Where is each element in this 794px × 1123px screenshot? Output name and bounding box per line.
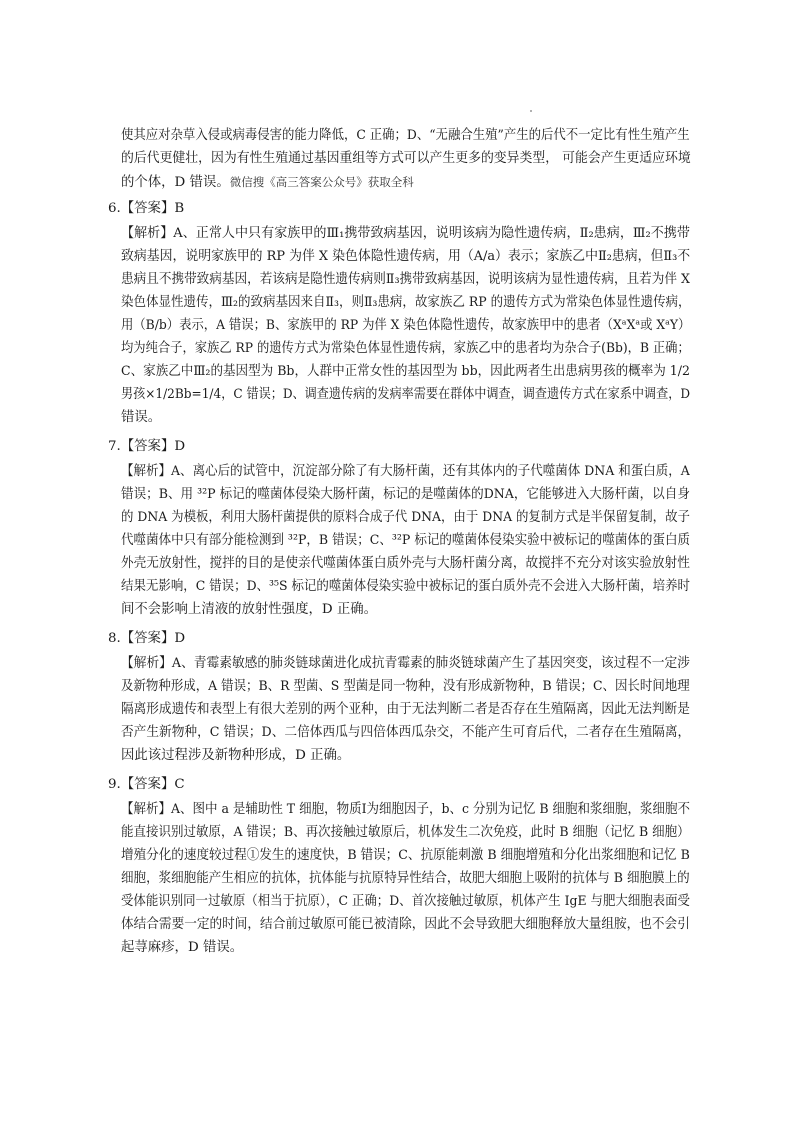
q9-line-7: 起荨麻疹，D 错误。 [121, 940, 244, 955]
q7-line-7: 间不会影响上清液的放射性强度，D 正确。 [121, 602, 378, 617]
q8-line-4: 否产生新物种，C 错误；D、二倍体西瓜与四倍体西瓜杂交，不能产生可育后代，二者存在生殖隔离， [121, 725, 691, 740]
source-note: 微信搜《高三答案公众号》获取全科 [229, 175, 414, 189]
q9-line-1: 【解析】A、图中 a 是辅助性 T 细胞，物质Ⅰ为细胞因子，b、c 分别为记忆 B 细胞和浆细胞，浆细胞不 [121, 802, 690, 817]
q7-line-2: 错误；B、用 ³²P 标记的噬菌体侵染大肠杆菌，标记的是噬菌体的DNA，它能够进入大肠杆菌，以自身 [121, 487, 690, 502]
q7-line-5: 外壳无放射性，搅拌的目的是使亲代噬菌体蛋白质外壳与大肠杆菌分离，故搅拌不充分对该实验放射性 [121, 556, 690, 571]
intro-line-3 [121, 173, 414, 192]
q8-line-2: 及新物种形成，A 错误；B、R 型菌、S 型菌是同一物种，没有形成新物种，B 错误；C、因长时间地理 [121, 679, 690, 694]
q6-line-4: 染色体显性遗传，Ⅲ₂的致病基因来自Ⅱ₃，则Ⅱ₃患病，故家族乙 RP 的遗传方式为常染色体显性遗传病， [121, 295, 691, 310]
q6-line-7: C、家族乙中Ⅲ₂的基因型为 Bb，人群中正常女性的基因型为 bb，因此两者生出患病男孩的概率为 1/2 [121, 364, 690, 379]
scan-speck [530, 110, 532, 112]
q6-line-1: 【解析】A、正常人中只有家族甲的Ⅲ₁携带致病基因，说明该病为隐性遗传病，Ⅱ₂患病，Ⅲ₂不携带 [121, 226, 690, 241]
q8-line-1: 【解析】A、青霉素敏感的肺炎链球菌进化成抗青霉素的肺炎链球菌产生了基因突变，该过程不一定涉 [121, 656, 690, 671]
q8-line-3: 隔离形成遗传和表型上有很大差别的两个亚种，由于无法判断二者是否存在生殖隔离，因此无法判断是 [121, 702, 690, 717]
q7-line-4: 代噬菌体中只有部分能检测到 ³²P，B 错误；C、³²P 标记的噬菌体侵染实验中被标记的噬菌体的蛋白质 [121, 533, 691, 548]
q6-line-2: 致病基因，说明家族甲的 RP 为伴 X 染色体隐性遗传病，用（A/a）表示；家族乙中Ⅱ₂患病，但Ⅱ₃不 [121, 249, 691, 264]
q9-line-3: 增殖分化的速度较过程①发生的速度快，B 错误；C、抗原能刺激 B 细胞增殖和分化出浆细胞和记忆 B [121, 848, 690, 863]
q9-line-2: 能直接识别过敏原，A 错误；B、再次接触过敏原后，机体发生二次免疫，此时 B 细胞（记忆 B 细胞） [121, 825, 690, 840]
q6-line-6: 均为纯合子，家族乙 RP 的遗传方式为常染色体显性遗传病，家族乙中的患者均为杂合子(Bb)，B 正确； [121, 341, 690, 356]
intro-line-3-text: 的个体，D 错误。 [121, 175, 230, 190]
q7-line-6: 结果无影响，C 错误；D、³⁵S 标记的噬菌体侵染实验中被标记的蛋白质外壳不会进入大肠杆菌，培养时 [121, 579, 690, 594]
q9-line-5: 受体能识别同一过敏原（相当于抗原），C 正确；D、首次接触过敏原，机体产生 IgE 与肥大细胞表面受 [121, 894, 690, 909]
q7-answer: 7.【答案】D [108, 439, 186, 454]
q8-answer: 8.【答案】D [108, 631, 186, 646]
q6-line-8: 男孩×1/2Bb=1/4，C 错误；D、调查遗传病的发病率需要在群体中调查，调查遗传方式在家系中调查，D [121, 387, 691, 402]
intro-line-1: 使其应对杂草入侵或病毒侵害的能力降低，C 正确；D、“无融合生殖”产生的后代不一定比有性生殖产生 [121, 128, 690, 143]
q9-answer: 9.【答案】C [108, 777, 185, 792]
q6-line-3: 患病且不携带致病基因，若该病是隐性遗传病则Ⅱ₃携带致病基因，说明该病为显性遗传病，且若为伴 X [121, 272, 691, 287]
q7-line-1: 【解析】A、离心后的试管中，沉淀部分除了有大肠杆菌，还有其体内的子代噬菌体 DNA 和蛋白质，A [121, 464, 690, 479]
q6-line-9: 错误。 [121, 410, 162, 425]
intro-line-2: 的后代更健壮，因为有性生殖通过基因重组等方式可以产生更多的变异类型， 可能会产生更适应环境 [121, 151, 691, 166]
q9-line-6: 体结合需要一定的时间，结合前过敏原可能已被清除，因此不会导致肥大细胞释放大量组胺，也不会引 [121, 917, 690, 932]
q6-line-5: 用（B/b）表示，A 错误；B、家族甲的 RP 为伴 X 染色体隐性遗传，故家族甲中的患者（XᵃXᵃ或 XᵃY） [121, 318, 691, 333]
q8-line-5: 因此该过程涉及新物种形成，D 正确。 [121, 748, 351, 763]
q9-line-4: 细胞，浆细胞能产生相应的抗体，抗体能与抗原特异性结合，故肥大细胞上吸附的抗体与 B 细胞膜上的 [121, 871, 690, 886]
q6-answer: 6.【答案】B [108, 201, 185, 216]
q7-line-3: 的 DNA 为模板，利用大肠杆菌提供的原料合成子代 DNA，由于 DNA 的复制方式是半保留复制，故子 [121, 510, 690, 525]
